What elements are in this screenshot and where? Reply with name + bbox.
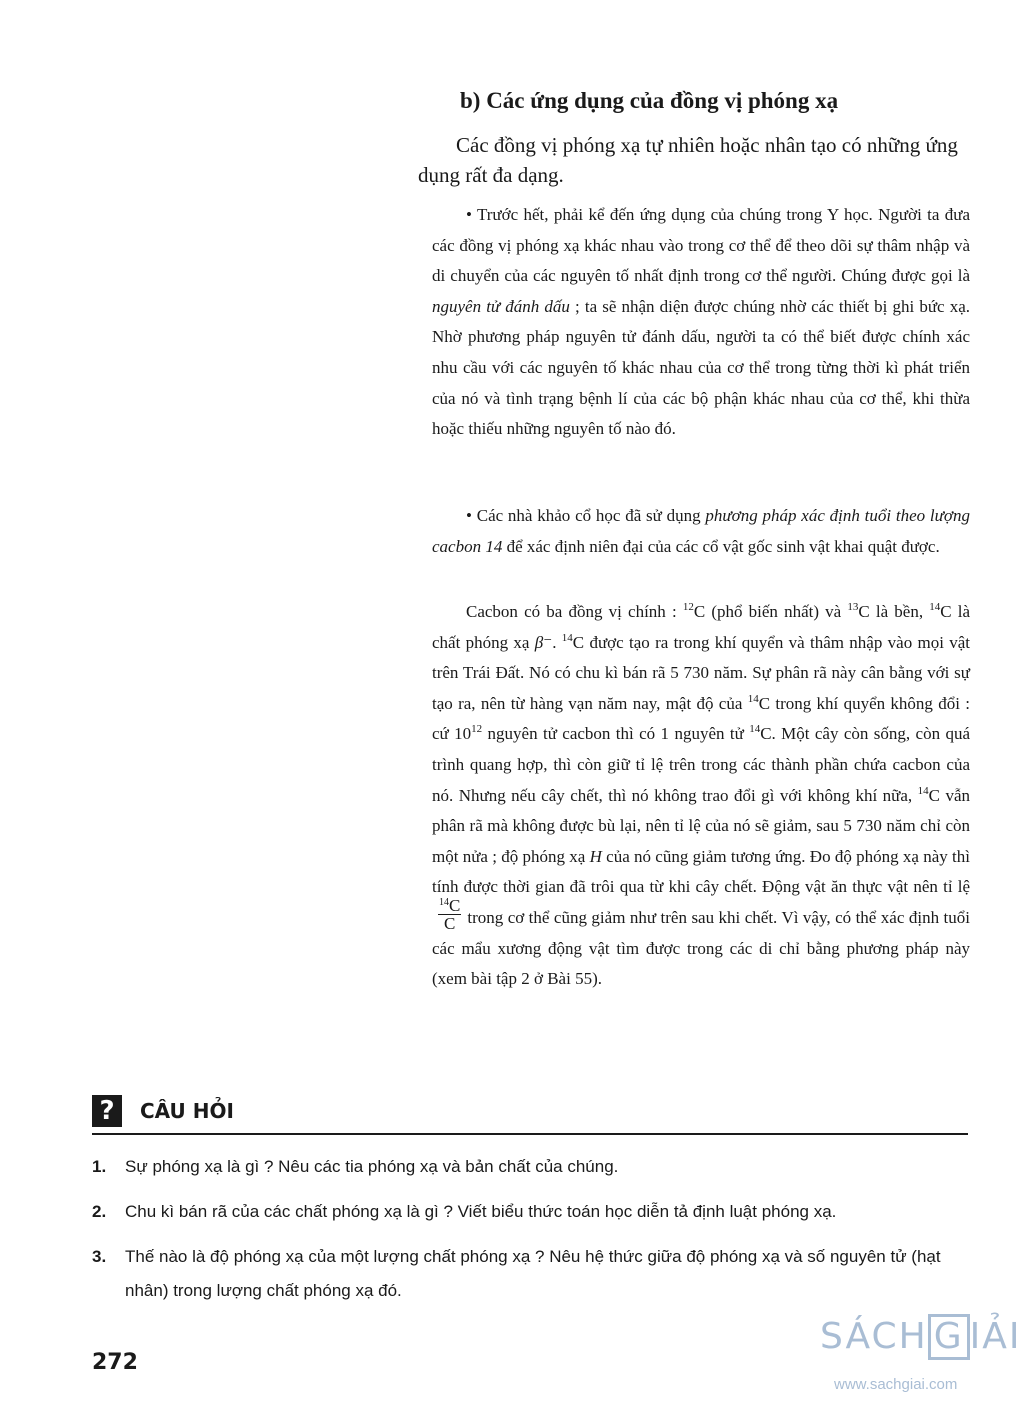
paragraph-text: C. Một cây còn sống, còn quá trình quang hợp, thì còn giữ tỉ lệ trên trong các thành phần chứa cacbon của nó. Nhưng nếu cây chết, thì nó không trao đổi gì với không khí nữa, [432,724,970,805]
paragraph-text: C là bền, [858,602,930,621]
paragraph-text: C (phổ biến nhất) và [693,602,848,621]
fraction-denominator: C [444,913,456,933]
activity-symbol: H [589,846,602,866]
question-number: 1. [92,1157,107,1176]
question-item [92,1240,972,1308]
paragraph-text: Cacbon có ba đồng vị chính : [466,602,683,621]
paragraph-text: ; ta sẽ nhận diện được chúng nhờ các thiết bị ghi bức xạ. Nhờ phương pháp nguyên tử đánh dấu, người ta có thể biết được chính xác nhu cầu với các nguyên tố khác nhau của cơ thể trong từng thời kì phát triển của nó và tình trạng bệnh lí của các bộ phận khác nhau của cơ thể, khi thừa hoặc thiếu những nguyên tố nào đó. [432,296,970,439]
paragraph-text: trong cơ thể cũng giảm như trên sau khi chết. Vì vậy, có thể xác định tuổi các mẩu xương động vật tìm được trong các di chỉ bằng phương pháp này (xem bài tập 2 ở Bài 55). [432,907,970,989]
paragraph-text: để xác định niên đại của các cổ vật gốc sinh vật khai quật được. [502,536,940,556]
question-number: 2. [92,1202,107,1221]
question-item [92,1150,972,1184]
isotope-mass-number: 14 [929,601,941,613]
term-tracer-atom: nguyên tử đánh dấu [432,296,570,316]
paragraph-text: nguyên tử cacbon thì có 1 nguyên tử [482,724,750,744]
paragraph-archaeology [432,501,970,562]
fraction-numerator [438,897,461,915]
isotope-mass-number: 14 [561,631,573,644]
question-text: Chu kì bán rã của các chất phóng xạ là gì ? Viết biểu thức toán học diễn tả định luật phóng xạ. [125,1202,837,1221]
isotope-mass-number: 13 [847,601,859,613]
exponent: 12 [471,723,483,736]
watermark-logo [820,1314,1022,1360]
isotope-mass-number: 14 [439,896,449,908]
beta-minus-symbol: β⁻ [534,632,553,652]
questions-title: CÂU HỎI [140,1099,234,1123]
isotope-mass-number: 14 [747,692,759,705]
ratio-fraction [438,897,461,932]
isotope-mass-number: 14 [917,784,929,797]
paragraph-text: C là chất phóng xạ [432,602,970,652]
watermark-url: www.sachgiai.com [834,1376,958,1393]
paragraph-text: C vẫn phân rã mà không được bù lại, nên tỉ lệ của nó sẽ giảm, sau 5 730 năm chỉ còn một nửa ; độ phóng xạ [432,785,970,866]
fraction-numerator-symbol: C [449,895,461,915]
paragraph-carbon-isotopes [432,597,970,995]
isotope-mass-number: 14 [749,723,761,736]
isotope-mass-number: 12 [682,601,694,613]
paragraph-medicine [432,200,970,445]
paragraph-text: C được tạo ra trong khí quyển và thâm nhập vào mọi vật trên Trái Đất. Nó có chu kì bán rã 5 730 năm. Sự phân rã này cân bằng với sự tạo ra, nên từ hàng vạn năm nay, mật độ của [432,632,971,713]
question-text: Sự phóng xạ là gì ? Nêu các tia phóng xạ và bản chất của chúng. [125,1157,619,1176]
question-item [92,1195,972,1229]
watermark-logo-g: G [928,1314,970,1360]
question-text: Thế nào là độ phóng xạ của một lượng chất phóng xạ ? Nêu hệ thức giữa độ phóng xạ và số nguyên tử (hạt nhân) trong lượng chất phóng xạ đó. [125,1247,941,1300]
question-number: 3. [92,1247,107,1266]
page-number: 272 [92,1350,138,1375]
questions-list [92,1150,972,1319]
paragraph-text: • Trước hết, phải kể đến ứng dụng của chúng trong Y học. Người ta đưa các đồng vị phóng xạ khác nhau vào trong cơ thể để theo dõi sự thâm nhập và di chuyển của các nguyên tố nhất định trong cơ thể người. Chúng được gọi là [432,205,970,286]
paragraph-text: C trong khí quyển không đổi : cứ 10 [432,693,970,744]
questions-header [92,1093,968,1135]
watermark-logo-text: IẢI [969,1316,1022,1357]
intro-paragraph: Các đồng vị phóng xạ tự nhiên hoặc nhân tạo có những ứng dụng rất đa dạng. [418,133,958,187]
watermark [820,1314,1024,1408]
watermark-logo-text: SÁCH [820,1316,928,1357]
paragraph-text: của nó cũng giảm tương ứng. Đo độ phóng xạ này thì tính được thời gian đã trôi qua từ khi cây chết. Động vật ăn thực vật nên tỉ lệ [432,846,970,897]
section-heading: b) Các ứng dụng của đồng vị phóng xạ [460,88,839,113]
paragraph-text: • Các nhà khảo cổ học đã sử dụng [466,506,706,525]
question-mark-icon: ? [92,1095,122,1127]
paragraph-text: . [552,632,562,652]
term-carbon-dating: phương pháp xác định tuổi theo lượng cacbon 14 [432,506,970,556]
